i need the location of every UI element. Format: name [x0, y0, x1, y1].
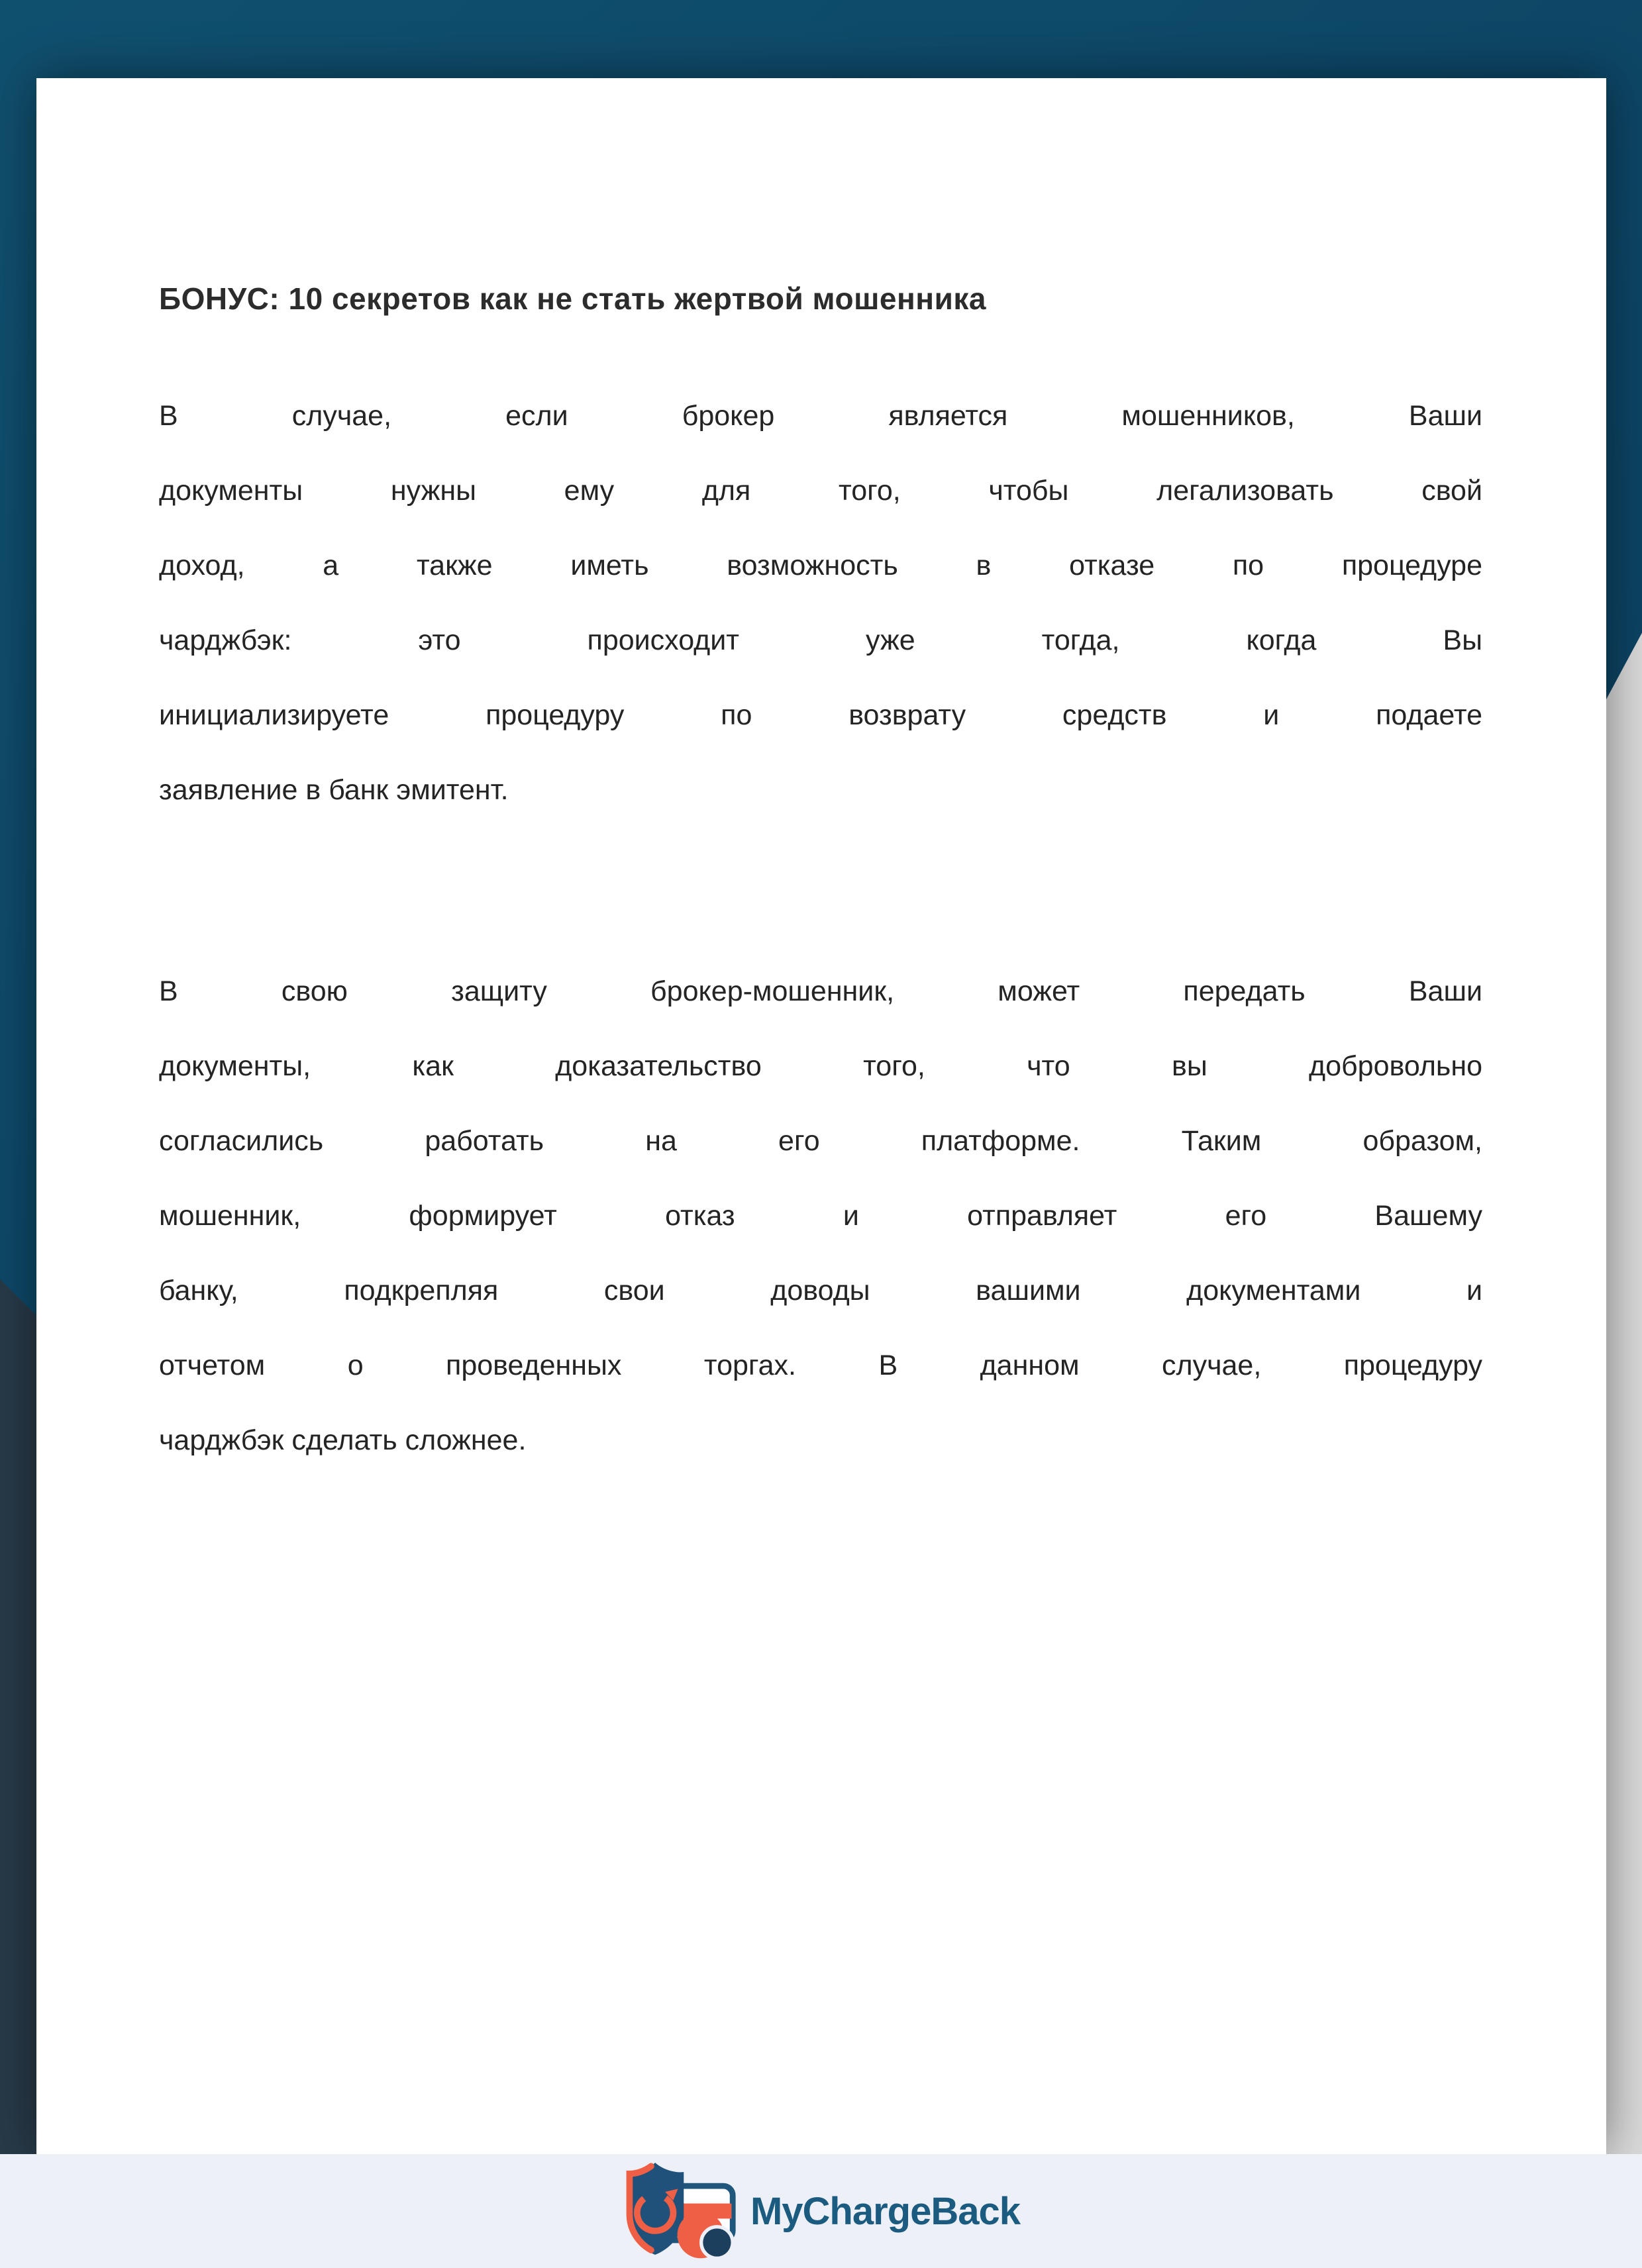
- paragraph-1-line: заявление в банк эмитент.: [159, 774, 509, 806]
- paragraph-2-line: согласились работать на его платформе. Таким образом,: [159, 1125, 1482, 1157]
- paragraph-2-line: В свою защиту брокер-мошенник, может передать Ваши: [159, 975, 1482, 1007]
- document-heading: БОНУС: 10 секретов как не стать жертвой мошенника: [159, 281, 986, 316]
- brand-name: MyChargeBack: [750, 2189, 1021, 2233]
- mychargeback-shield-icon: [622, 2161, 739, 2261]
- paragraph-2-line: отчетом о проведенных торгах. В данном случае, процедуру: [159, 1350, 1482, 1381]
- paragraph-1-line: В случае, если брокер является мошенников, Ваши: [159, 400, 1482, 432]
- paragraph-2-line: мошенник, формирует отказ и отправляет его Вашему: [159, 1200, 1482, 1232]
- paragraph-2-line: чарджбэк сделать сложнее.: [159, 1424, 527, 1456]
- brand-logo: [622, 2161, 1020, 2261]
- paragraph-2-line: банку, подкрепляя свои доводы вашими документами и: [159, 1275, 1482, 1307]
- paragraph-1-line: чарджбэк: это происходит уже тогда, когда Вы: [159, 624, 1482, 656]
- paragraph-1-line: документы нужны ему для того, чтобы легализовать свой: [159, 475, 1482, 507]
- paragraph-1-line: доход, а также иметь возможность в отказе по процедуре: [159, 550, 1482, 581]
- footer-band: [0, 2154, 1642, 2268]
- paragraph-1: [159, 379, 1482, 828]
- paragraph-2: [159, 954, 1482, 1478]
- document-page: [36, 78, 1606, 2154]
- paragraph-2-line: документы, как доказательство того, что вы добровольно: [159, 1050, 1482, 1082]
- paragraph-1-line: инициализируете процедуру по возврату средств и подаете: [159, 699, 1482, 731]
- coin-navy: [701, 2227, 733, 2259]
